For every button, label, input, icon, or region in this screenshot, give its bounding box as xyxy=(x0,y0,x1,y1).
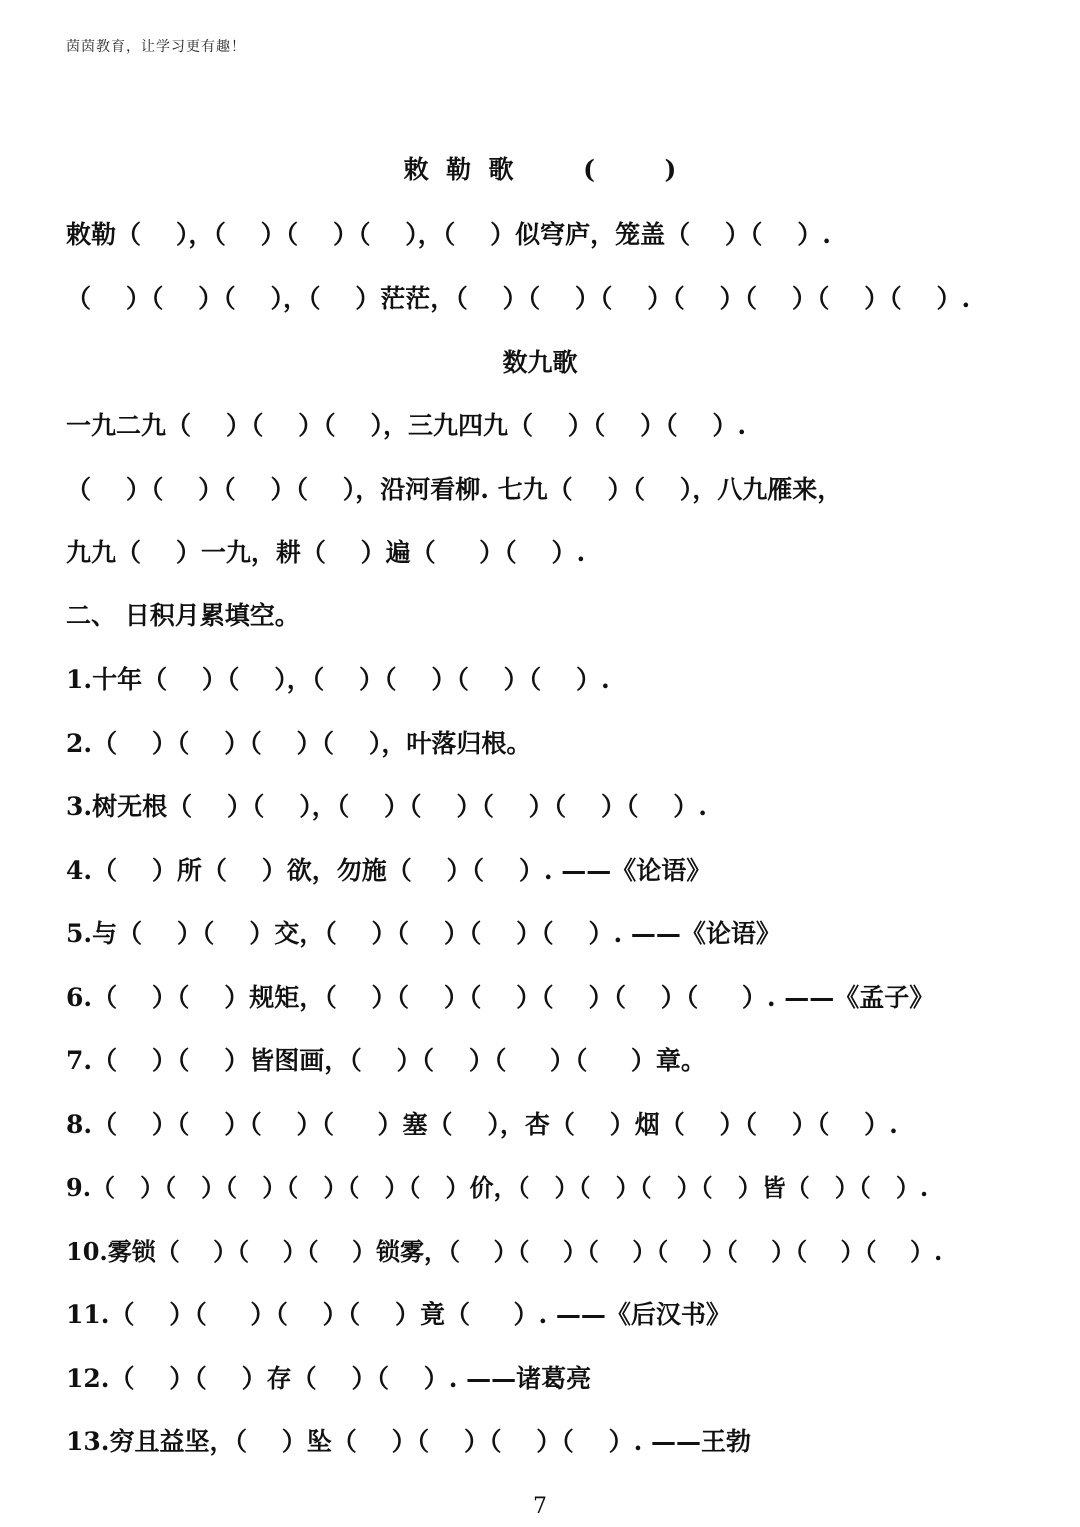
exercise-item-12: 12.（ ）（ ）存（ ）（ ）. ——诸葛亮 xyxy=(66,1364,592,1393)
exercise-item-7: 7.（ ）（ ）皆图画，（ ）（ ）（ ）（ ）章。 xyxy=(66,1046,706,1075)
exercise-item-10: 10.雾锁（ ）（ ）（ ）锁雾，（ ）（ ）（ ）（ ）（ ）（ ）（ ）. xyxy=(66,1237,943,1266)
poem-title-shujiu-ge: 数九歌 xyxy=(502,348,578,377)
exercise-item-3: 3.树无根（ ）（ ），（ ）（ ）（ ）（ ）（ ）. xyxy=(66,792,708,821)
exercise-item-6: 6.（ ）（ ）规矩，（ ）（ ）（ ）（ ）（ ）（ ）. ——《孟子》 xyxy=(66,983,935,1012)
chile-ge-line-1: 敕勒（ ），（ ）（ ）（ ），（ ）似穹庐，笼盖（ ）（ ）. xyxy=(66,220,831,249)
exercise-item-5: 5.与（ ）（ ）交，（ ）（ ）（ ）（ ）. ——《论语》 xyxy=(66,919,781,948)
shujiu-ge-line-1: 一九二九（ ）（ ）（ ），三九四九（ ）（ ）（ ）. xyxy=(66,411,747,440)
section-heading: 二、 日积月累填空。 xyxy=(66,601,300,630)
exercise-item-8: 8.（ ）（ ）（ ）（ ）塞（ ），杏（ ）烟（ ）（ ）（ ）. xyxy=(66,1110,898,1139)
exercise-item-13: 13.穷且益坚，（ ）坠（ ）（ ）（ ）（ ）. ——王勃 xyxy=(66,1427,751,1456)
exercise-item-9: 9.（ ）（ ）（ ）（ ）（ ）（ ）价，（ ）（ ）（ ）（ ）皆（ ）（ ）. xyxy=(66,1173,929,1202)
exercise-item-2: 2.（ ）（ ）（ ）（ ），叶落归根。 xyxy=(66,729,532,758)
chile-ge-line-2: （ ）（ ）（ ），（ ）茫茫，（ ）（ ）（ ）（ ）（ ）（ ）（ ）. xyxy=(66,284,971,313)
shujiu-ge-line-2: （ ）（ ）（ ）（ ），沿河看柳. 七九（ ）（ ），八九雁来， xyxy=(66,475,843,504)
shujiu-ge-line-3: 九九（ ）一九，耕（ ）遍（ ）（ ）. xyxy=(66,538,586,567)
page-header: 茵茵教育，让学习更有趣！ xyxy=(66,39,246,55)
exercise-item-1: 1.十年（ ）（ ），（ ）（ ）（ ）（ ）. xyxy=(66,665,610,694)
exercise-item-4: 4.（ ）所（ ）欲，勿施（ ）（ ）. ——《论语》 xyxy=(66,856,712,885)
page-number: 7 xyxy=(533,1494,547,1519)
exercise-item-11: 11.（ ）（ ）（ ）（ ）竟（ ）. ——《后汉书》 xyxy=(66,1300,731,1329)
poem-title-chile-ge: 敕 勒 歌 ( ) xyxy=(403,155,677,184)
